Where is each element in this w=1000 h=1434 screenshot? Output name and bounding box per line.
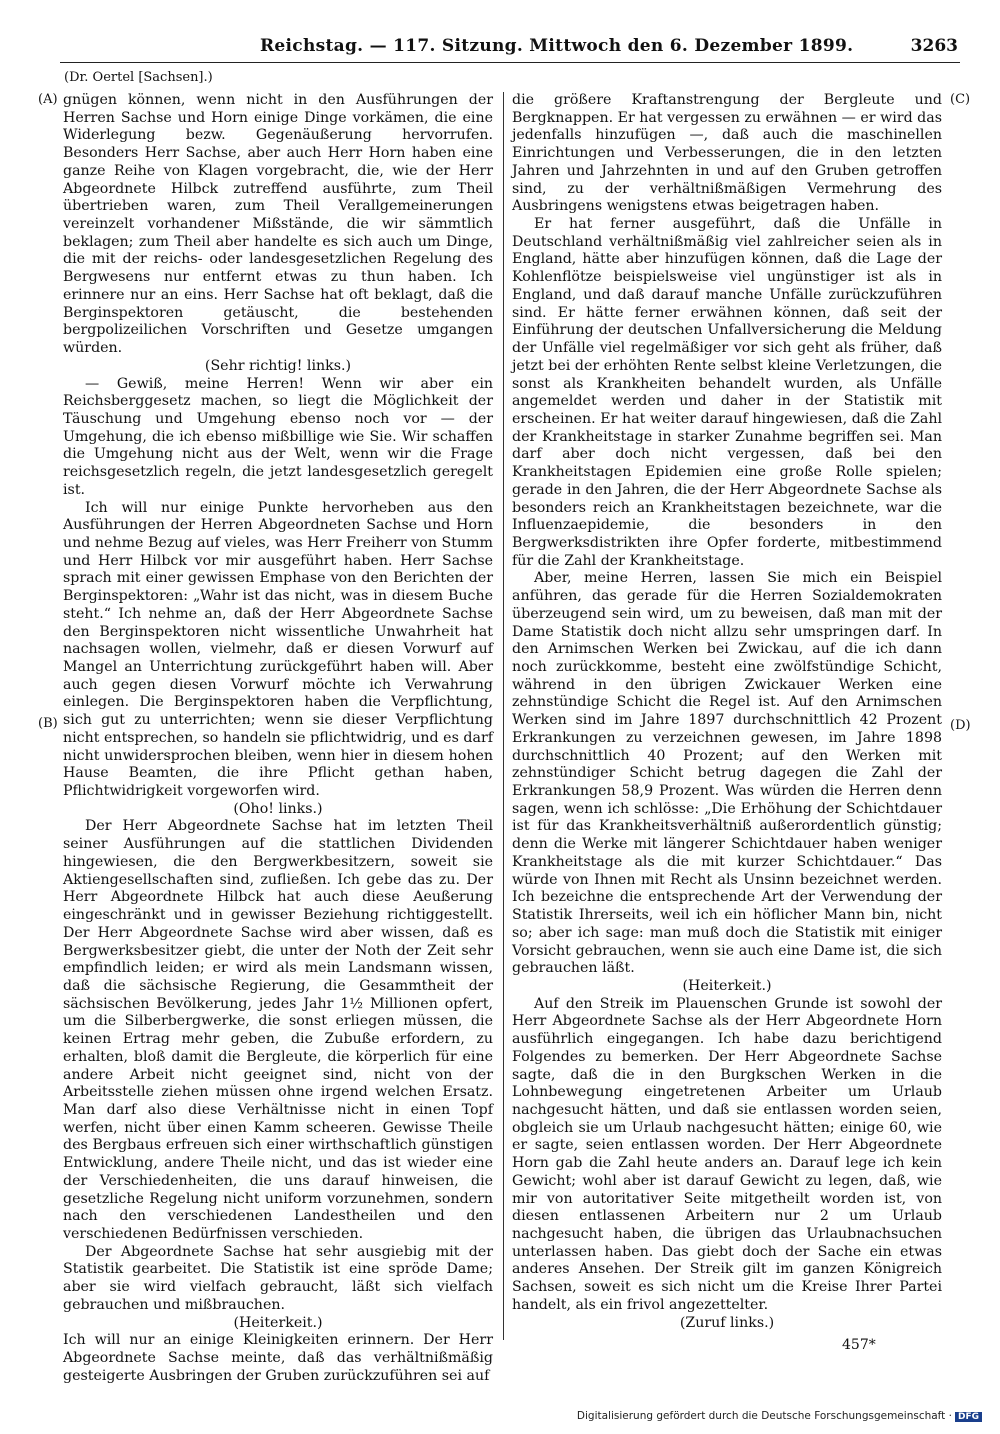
interjection: (Oho! links.) <box>233 800 323 817</box>
paragraph: Der Abgeordnete Sachse hat sehr ausgiebig mit der Statistik gearbeitet. Die Statistik ist eine spröde Dame; aber sie wird vielfach gebraucht, läßt sich vielfach gebrauchen und mißbrauchen. <box>63 1243 493 1313</box>
interjection: (Heiterkeit.) <box>682 977 772 994</box>
paragraph: — Gewiß, meine Herren! Wenn wir aber ein Reichsberggesetz machen, so liegt die Möglichkeit der Täuschung und Umgehung ebenso noch vor — der Umgehung, die ich ebenso mißbillige wie Sie. Wir schaffen die Umgehung nicht aus der Welt, wenn wir die Frage reichsgesetzlich regeln, die jetzt landesgesetzlich geregelt ist. <box>63 375 493 498</box>
signature-mark: 457* <box>842 1337 876 1353</box>
paragraph: Er hat ferner ausgeführt, daß die Unfälle in Deutschland verhältnißmäßig viel zahlreicher seien als in England, hätte aber hinzufügen können, daß die Lage der Kohlenflötze beispielsweise viel ungünstiger ist als in England, und daß darauf manche Unfälle zurückzuführen sind. Er hätte ferner erwähnen können, daß seit der Einführung der deutschen Unfallversicherung die Meldung der Unfälle viel regelmäßiger vor sich geht als früher, daß jetzt bei der erhöhten Rente selbst kleine Verletzungen, die sonst als Krankheiten behandelt wurden, als Unfälle angemeldet werden und daher in der Statistik mit erscheinen. Er hat weiter darauf hingewiesen, daß die Zahl der Krankheitstage in starker Zunahme begriffen sei. Man darf aber doch nicht vergessen, daß bei den Krankheitstagen Epidemien eine große Rolle spielen; gerade in den Jahren, die der Herr Abgeordnete Sachse als besonders reich an Krankheitstagen bezeichnete, war die Influenzaepidemie, die besonders in den Bergwerksdistrikten ihre Opfer forderte, mitbestimmend für die Zahl der Krankheitstage. <box>512 216 942 569</box>
header-title: Reichstag. — 117. Sitzung. Mittwoch den 6. Dezember 1899. <box>260 36 854 56</box>
paragraph: die größere Kraftanstrengung der Bergleute und Bergknappen. Er hat vergessen zu erwähnen — er wird das jedenfalls hinzufügen —, daß auch die maschinellen Einrichtungen und Verbesserungen, die in den letzten Jahren und Jahrzehnten in und auf den Gruben getroffen sind, zu der verhältnißmäßigen Vermehrung des Ausbringens wenigstens etwas beigetragen haben. <box>512 92 942 215</box>
margin-marker-c: (C) <box>950 92 971 107</box>
paragraph: gnügen können, wenn nicht in den Ausführungen der Herren Sachse und Horn einige Dinge vorkämen, die eine Widerlegung bezw. Gegenäußerung hervorrufen. Besonders Herr Sachse, aber auch Herr Horn haben eine ganze Reihe von Klagen vorgebracht, die, wie der Herr Abgeordnete Hilbck zutreffend ausführte, zum Theil übertrieben waren, zum Theil Verallgemeinerungen vereinzelt vorhandener Mißstände, die wir sämmtlich beklagen; zum Theil aber handelte es sich auch um Dinge, die mit der reichs- oder landesgesetzlichen Regelung des Bergwesens nur entfernt etwas zu thun haben. Ich erinnere nur an eins. Herr Sachse hat oft beklagt, daß die Berginspektoren getäuscht, die bestehenden bergpolizeilichen Vorschriften und Gesetze umgangen würden. <box>63 92 493 357</box>
margin-marker-d: (D) <box>950 718 971 733</box>
paragraph: Der Herr Abgeordnete Sachse hat im letzten Theil seiner Ausführungen auf die stattlichen Dividenden hingewiesen, die den Bergwerkbesitzern, soweit sie Aktiengesellschaften sind, zufließen. Ich gebe das zu. Der Herr Abgeordnete Hilbck hat auch diese Aeußerung eingeschränkt und in gewisser Beziehung richtiggestellt. Der Herr Abgeordnete Sachse wird aber wissen, daß es Bergwerksbesitzer giebt, die unter der Noth der Zeit sehr empfindlich leiden; er wird als mein Landsmann wissen, daß die sächsische Regierung, die Gesammtheit der sächsischen Bevölkerung, jedes Jahr 1½ Millionen opfert, um die Silberbergwerke, die sonst erliegen müssen, die keinen Ertrag mehr geben, die Zubuße erfordern, zu erhalten, bloß damit die Bergleute, die körperlich für eine andere Arbeit nicht geeignet sind, nicht von der Arbeitsstelle ziehen müssen ohne irgend welchen Ersatz. Man darf also diese Verhältnisse nicht in einen Topf werfen, nicht über einen Kamm scheeren. Gewisse Theile des Bergbaus erfreuen sich einer wirthschaftlich günstigen Entwicklung, andere Theile nicht, und das ist wieder eine der Verschiedenheiten, die uns darauf hinweisen, die gesetzliche Regelung nicht uniform vorzunehmen, sondern nach den verschiedenen Landestheilen und den verschiedenen Bedürfnissen verschieden. <box>63 818 493 1242</box>
paragraph: Ich will nur einige Punkte hervorheben aus den Ausführungen der Herren Abgeordneten Sachse und Horn und nehme Bezug auf vieles, was Herr Freiherr von Stumm und Herr Hilbck vor mir ausgeführt haben. Herr Sachse sprach mit einer gewissen Emphase von den Berichten der Berginspektoren: „Wahr ist das nicht, was in diesem Buche steht.“ Ich nehme an, daß der Herr Abgeordnete Sachse den Berginspektoren nicht wissentliche Unwahrheit hat nachsagen wollen, vielmehr, daß er diesen Vorwurf auf Mangel an Unterrichtung zurückgeführt haben will. Aber auch gegen diesen Vorwurf möchte ich Verwahrung einlegen. Die Berginspektoren haben die Verpflichtung, sich gut zu unterrichten; wenn sie dieser Verpflichtung nicht entsprechen, so handeln sie pflichtwidrig, und es darf nicht unwidersprochen bleiben, wenn hier in diesem hohen Hause Beamten, die ihre Pflicht gethan haben, Pflichtwidrigkeit vorgeworfen wird. <box>63 499 493 800</box>
paragraph: Auf den Streik im Plauenschen Grunde ist sowohl der Herr Abgeordnete Sachse als der Herr Abgeordnete Horn ausführlich eingegangen. Ich habe dazu berichtigend Folgendes zu bemerken. Der Herr Abgeordnete Sachse sagte, daß die in den Burgkschen Werken in die Lohnbewegung eingetretenen Arbeiter um Urlaub nachgesucht hätten, und daß sie entlassen worden seien, obgleich sie um Urlaub nachgesucht hätten; einige 60, wie er sagte, seien entlassen worden. Der Herr Abgeordnete Horn gab die Zahl heute anders an. Darauf lege ich kein Gewicht; wohl aber ist darauf Gewicht zu legen, daß, wie mir von autoritativer Seite mitgetheilt worden ist, von diesen entlassenen Arbeitern nur 2 um Urlaub nachgesucht haben, die übrigen das Urlaubnachsuchen unterlassen haben. Das giebt doch der Sache ein etwas anderes Ansehen. Der Streik gilt im ganzen Königreich Sachsen, soweit es sich nicht um die Kreise Ihrer Partei handelt, als ein frivol angezettelter. <box>512 995 942 1313</box>
interjection: (Heiterkeit.) <box>233 1314 323 1331</box>
speaker-label: (Dr. Oertel [Sachsen].) <box>64 70 213 85</box>
paragraph: Ich will nur an einige Kleinigkeiten erinnern. Der Herr Abgeordnete Sachse meinte, daß das verhältnißmäßig gesteigerte Ausbringen der Gruben zurückzuführen sei auf <box>63 1332 493 1384</box>
footer-credit <box>577 1410 982 1422</box>
dfg-logo: DFG <box>955 1412 982 1422</box>
left-column <box>63 92 493 1385</box>
footer-text: Digitalisierung gefördert durch die Deutsche Forschungsgemeinschaft · <box>576 1410 952 1422</box>
margin-marker-b: (B) <box>38 716 58 731</box>
page-header <box>60 36 960 63</box>
column-divider <box>503 92 504 1340</box>
interjection: (Sehr richtig! links.) <box>204 357 352 374</box>
margin-marker-a: (A) <box>38 92 58 107</box>
paragraph: Aber, meine Herren, lassen Sie mich ein Beispiel anführen, das gerade für die Herren Sozialdemokraten überzeugend sein wird, um zu beweisen, daß man mit der Dame Statistik doch nicht allzu sehr umspringen darf. In den Arnimschen Werken bei Zwickau, auf die ich dann noch zurückkomme, besteht eine zwölfstündige Schicht, während in den übrigen Zwickauer Werken eine zehnstündige Schicht die Regel ist. Auf den Arnimschen Werken sind im Jahre 1897 durchschnittlich 42 Prozent Erkrankungen zu verzeichnen gewesen, im Jahre 1898 durchschnittlich 40 Prozent; auf den Werken mit zehnstündiger Schicht betrug dagegen die Zahl der Erkrankungen 58,9 Prozent. Was würden die Herren denn sagen, wenn ich schlösse: „Die Erhöhung der Schichtdauer ist für das Krankheitsverhältniß außerordentlich günstig; denn die Werke mit längerer Schichtdauer haben weniger Krankheitstage als die mit kurzer Schichtdauer.“ Das würde von Ihnen mit Recht als Unsinn bezeichnet werden. Ich bezeichne die entsprechende Art der Verwendung der Statistik Ihrerseits, weil ich ein höflicher Mann bin, nicht so; aber ich sage: man muß doch die Statistik mit einiger Vorsicht gebrauchen, wenn sie auch eine Dame ist, die sich gebrauchen läßt. <box>512 570 942 977</box>
interjection: (Zuruf links.) <box>679 1314 775 1331</box>
right-column <box>512 92 942 1332</box>
page-number: 3263 <box>910 36 958 56</box>
